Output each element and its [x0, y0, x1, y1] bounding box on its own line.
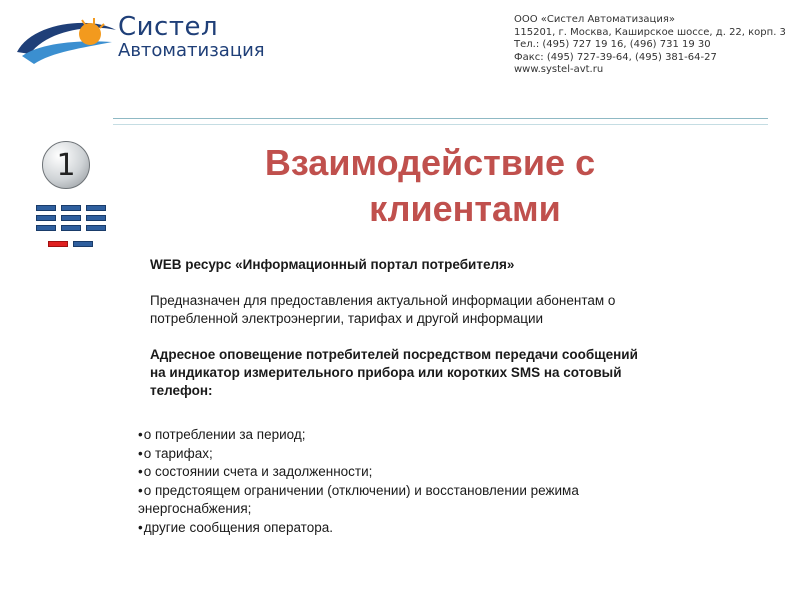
logo-line2: Автоматизация — [118, 40, 265, 61]
web-desc-line2: потребленной электроэнергии, тарифах и другой информации — [150, 311, 544, 326]
notification-list — [138, 426, 738, 537]
logo-line1: Систел — [118, 12, 219, 42]
list-item: • о предстоящем ограничении (отключении) и восстановлении режима — [138, 482, 738, 501]
contact-fax: Факс: (495) 727-39-64, (495) 381-64-27 — [514, 51, 717, 63]
company-logo — [12, 12, 292, 74]
contact-address: 115201, г. Москва, Каширское шоссе, д. 22, корп. 3 — [514, 26, 786, 38]
header-divider-secondary — [113, 124, 768, 125]
logo-swoosh-icon — [12, 12, 122, 74]
notify-line2: на индикатор измерительного прибора или коротких SMS на сотовый — [150, 365, 622, 380]
list-item: • о тарифах; — [138, 445, 738, 464]
notify-line1: Адресное оповещение потребителей посредством передачи сообщений — [150, 347, 638, 362]
list-item: • о состоянии счета и задолженности; — [138, 463, 738, 482]
company-contacts — [514, 14, 786, 77]
title-line2: клиентами — [369, 188, 561, 229]
contact-company: ООО «Систел Автоматизация» — [514, 14, 675, 25]
header-divider — [113, 118, 768, 119]
web-desc-line1: Предназначен для предоставления актуальной информации абонентам о — [150, 293, 616, 308]
slide-title — [230, 140, 630, 232]
list-item: • о потреблении за период; — [138, 426, 738, 445]
list-item: • другие сообщения оператора. — [138, 519, 738, 538]
slide-content — [150, 256, 730, 400]
web-heading: WEB ресурс «Информационный портал потребителя» — [150, 257, 515, 272]
contact-phone: Тел.: (495) 727 19 16, (496) 731 19 30 — [514, 39, 711, 50]
slide-number-badge: 1 — [42, 141, 90, 189]
contact-website: www.systel-avt.ru — [514, 64, 604, 75]
title-line1: Взаимодействие с — [264, 142, 596, 183]
meter-display-icon — [36, 205, 110, 253]
notify-line3: телефон: — [150, 383, 213, 398]
list-item-continuation: энергоснабжения; — [138, 501, 252, 516]
